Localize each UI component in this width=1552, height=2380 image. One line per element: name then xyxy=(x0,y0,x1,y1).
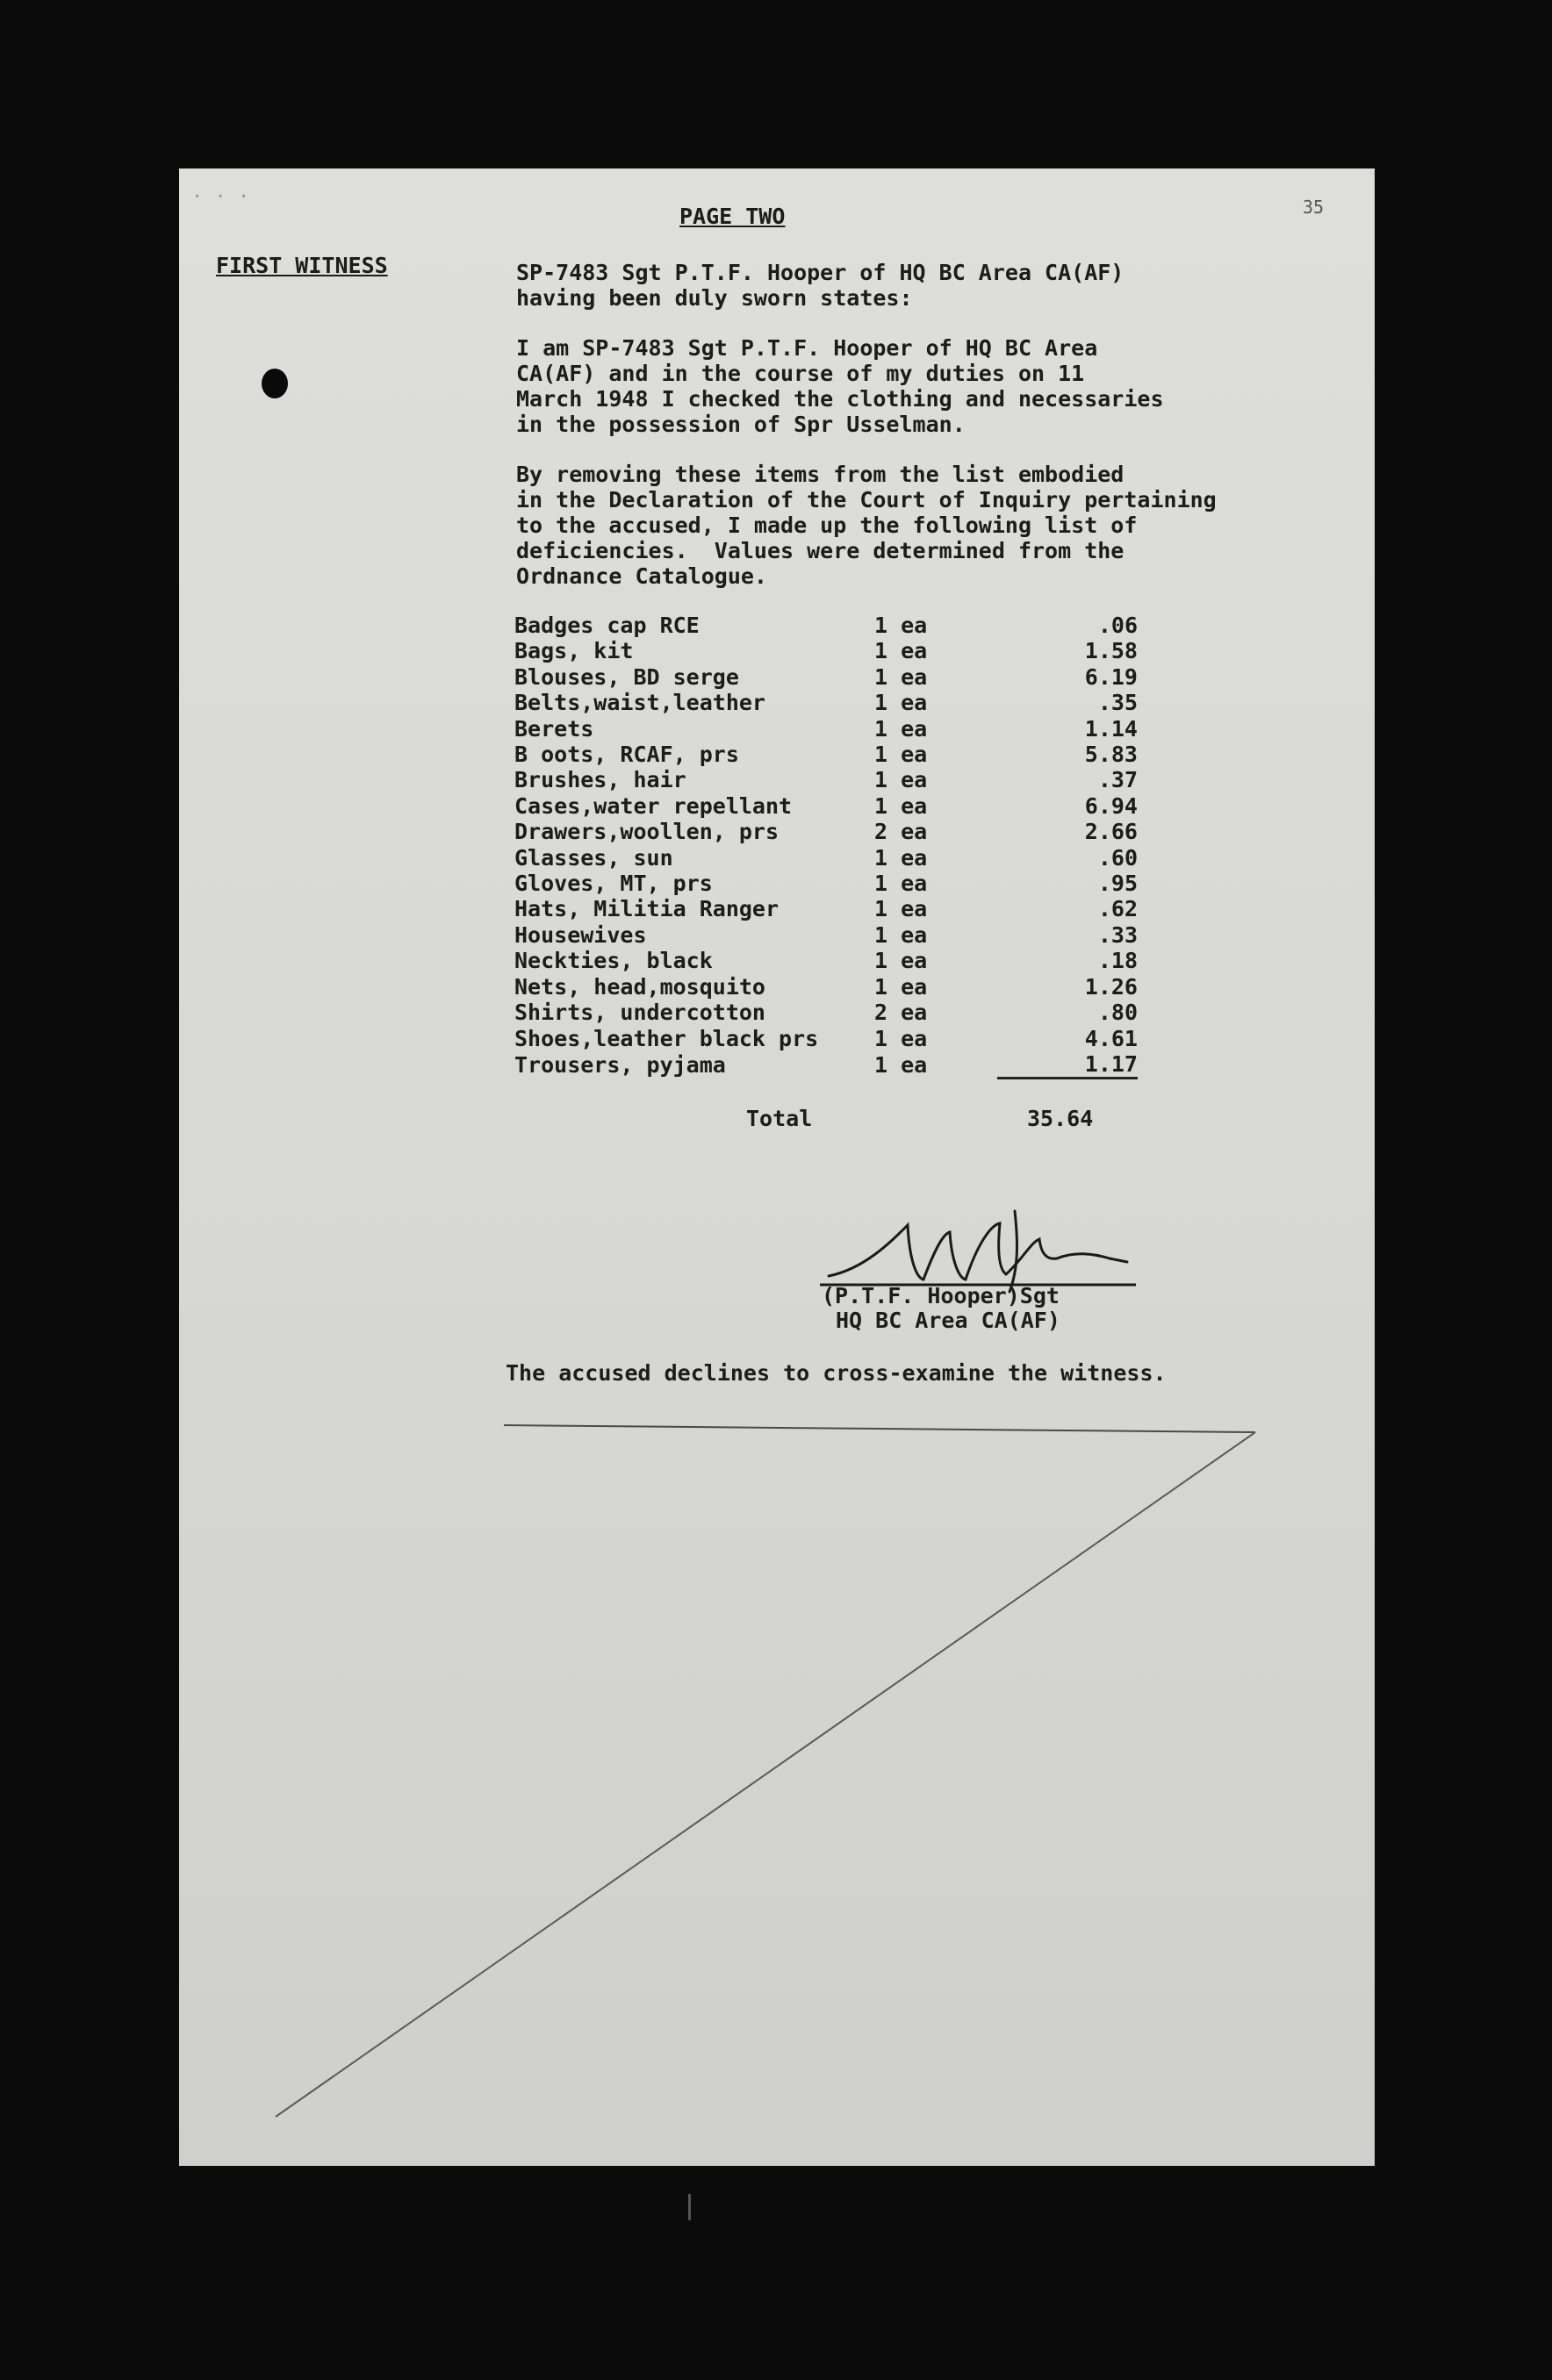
item-value: .60 xyxy=(1097,844,1138,871)
page-title: PAGE TWO xyxy=(679,204,786,229)
witness-intro: SP-7483 Sgt P.T.F. Hooper of HQ BC Area CA(AF) having been duly sworn states: xyxy=(516,260,1124,311)
item-quantity: 1 ea xyxy=(874,948,928,974)
total-label: Total xyxy=(746,1106,813,1131)
page-number: 35 xyxy=(1303,197,1325,218)
deficiency-intro: By removing these items from the list embodied in the Declaration of the Court of Inquiry pertaining to the accused, I made up the following list of deficiencies. Values were determined from the Ordnance Catalogue. xyxy=(516,462,1217,589)
item-description: Brushes, hair xyxy=(514,767,686,793)
item-quantity: 1 ea xyxy=(874,767,928,793)
side-heading-first-witness: FIRST WITNESS xyxy=(216,253,388,278)
item-description: Shirts, undercotton xyxy=(514,1000,765,1026)
closing-statement: The accused declines to cross-examine the witness. xyxy=(506,1360,1167,1386)
item-quantity: 1 ea xyxy=(874,663,928,690)
item-value: 1.26 xyxy=(1084,973,1138,1000)
item-description: Badges cap RCE xyxy=(514,613,700,638)
item-value: .18 xyxy=(1097,948,1138,974)
item-quantity: 1 ea xyxy=(874,973,928,1000)
item-description: B oots, RCAF, prs xyxy=(514,742,739,768)
witness-statement: I am SP-7483 Sgt P.T.F. Hooper of HQ BC Area CA(AF) and in the course of my duties on 11 March 1948 I checked the clothing and necessaries in the possession of Spr Usselman. xyxy=(516,335,1164,437)
item-description: Hats, Militia Ranger xyxy=(514,896,780,922)
item-quantity: 1 ea xyxy=(874,690,928,716)
item-description: Drawers,woollen, prs xyxy=(514,819,780,845)
item-value: .35 xyxy=(1097,690,1138,716)
item-quantity: 1 ea xyxy=(874,792,928,819)
item-quantity: 1 ea xyxy=(874,715,928,742)
item-value: 2.66 xyxy=(1084,819,1138,845)
item-quantity: 1 ea xyxy=(874,613,928,638)
item-value: 1.14 xyxy=(1084,715,1138,742)
item-description: Shoes,leather black prs xyxy=(514,1025,819,1051)
item-value: 5.83 xyxy=(1084,742,1138,768)
scan-binding-mark xyxy=(688,2194,691,2220)
item-quantity: 1 ea xyxy=(874,921,928,948)
scan-speck: · · · xyxy=(191,186,250,208)
item-value: .37 xyxy=(1097,767,1138,793)
item-description: Housewives xyxy=(514,921,647,948)
signature-name: (P.T.F. Hooper)Sgt xyxy=(822,1283,1060,1308)
item-value: 1.17 xyxy=(997,1051,1138,1079)
item-value: .80 xyxy=(1097,1000,1138,1026)
item-quantity: 2 ea xyxy=(874,819,928,845)
item-value: 6.94 xyxy=(1084,792,1138,819)
item-value: .06 xyxy=(1097,613,1138,638)
item-description: Berets xyxy=(514,715,594,742)
item-value: 4.61 xyxy=(1084,1025,1138,1051)
item-description: Blouses, BD serge xyxy=(514,663,739,690)
cancellation-lines xyxy=(179,168,1375,2166)
item-description: Bags, kit xyxy=(514,638,634,664)
item-value: 1.58 xyxy=(1084,638,1138,664)
item-value: 6.19 xyxy=(1084,663,1138,690)
item-value: .62 xyxy=(1097,896,1138,922)
item-value: .95 xyxy=(1097,871,1138,897)
signature-unit: HQ BC Area CA(AF) xyxy=(836,1308,1060,1333)
item-description: Gloves, MT, prs xyxy=(514,871,713,897)
item-value: .33 xyxy=(1097,921,1138,948)
item-description: Belts,waist,leather xyxy=(514,690,765,716)
item-quantity: 1 ea xyxy=(874,844,928,871)
item-description: Glasses, sun xyxy=(514,844,673,871)
item-quantity: 2 ea xyxy=(874,1000,928,1026)
item-quantity: 1 ea xyxy=(874,1051,928,1078)
item-description: Nets, head,mosquito xyxy=(514,973,765,1000)
item-quantity: 1 ea xyxy=(874,1025,928,1051)
document-page xyxy=(179,168,1375,2166)
total-value: 35.64 xyxy=(1027,1106,1094,1131)
item-description: Cases,water repellant xyxy=(514,792,793,819)
item-quantity: 1 ea xyxy=(874,871,928,897)
item-description: Trousers, pyjama xyxy=(514,1051,726,1078)
item-quantity: 1 ea xyxy=(874,638,928,664)
item-quantity: 1 ea xyxy=(874,896,928,922)
item-description: Neckties, black xyxy=(514,948,713,974)
item-quantity: 1 ea xyxy=(874,742,928,768)
